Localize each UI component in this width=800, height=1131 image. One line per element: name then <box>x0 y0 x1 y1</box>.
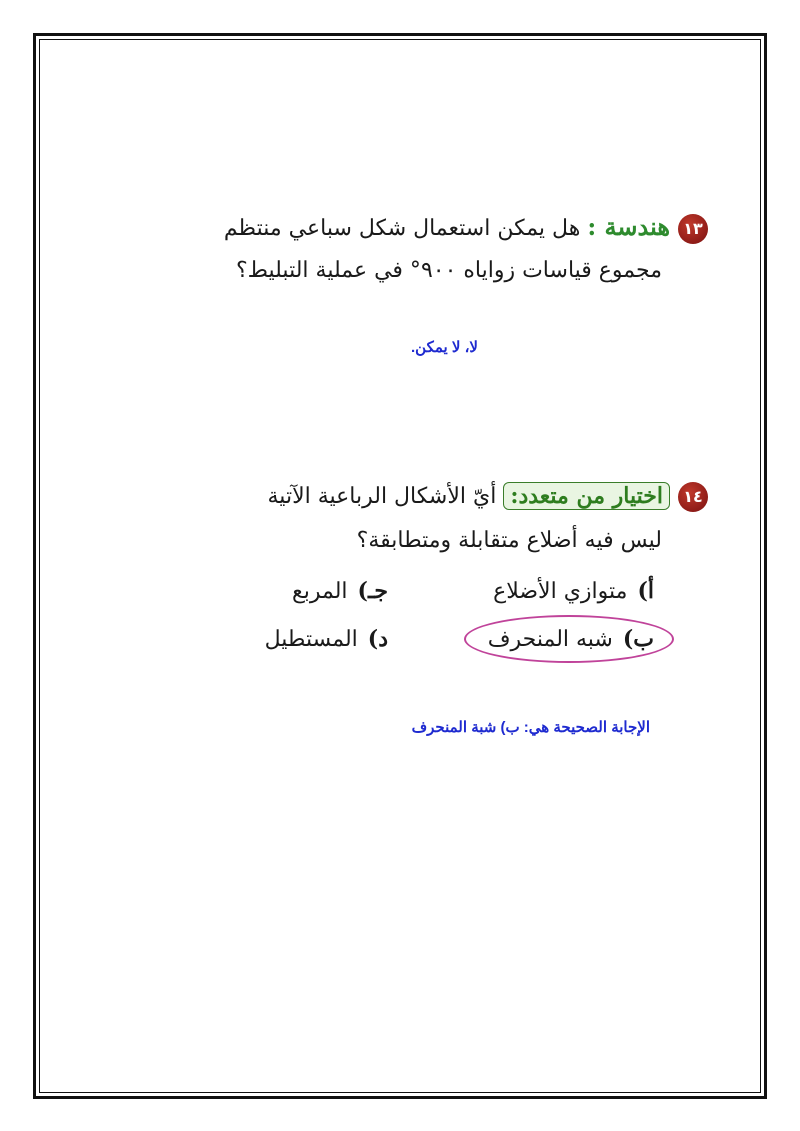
option-d <box>265 626 388 652</box>
option-c-text: المربع <box>292 579 348 604</box>
q14-line1 <box>268 482 708 512</box>
option-a <box>493 578 654 604</box>
option-b-text: شبه المنحرف <box>487 627 613 652</box>
option-c-letter: جـ) <box>357 578 388 604</box>
page-border-inner <box>39 39 761 1093</box>
q14-text-line2: ليس فيه أضلاع متقابلة ومتطابقة؟ <box>356 528 662 553</box>
answer-highlight-circle <box>464 615 674 663</box>
option-d-letter: د) <box>367 626 388 652</box>
q13-text-line2: مجموع قياسات زواياه ٩٠٠° في عملية التبليط؟ <box>235 258 662 283</box>
q13-text-line1: هل يمكن استعمال شكل سباعي منتظم <box>223 216 581 241</box>
option-a-letter: أ) <box>637 578 654 604</box>
q13-line1 <box>224 212 708 244</box>
option-c <box>292 578 388 604</box>
q14-topic: اختيار من متعدد: <box>503 482 670 510</box>
q13-number-badge: ١٣ <box>678 214 708 244</box>
q14-number-badge: ١٤ <box>678 482 708 512</box>
q14-answer: الإجابة الصحيحة هي: ب) شبة المنحرف <box>411 719 650 736</box>
option-a-text: متوازي الأضلاع <box>493 579 628 604</box>
q14-text-line1: أيّ الأشكال الرباعية الآتية <box>267 484 497 509</box>
option-d-text: المستطيل <box>264 627 358 652</box>
q13-topic: هندسة : <box>587 212 670 241</box>
option-b-letter: ب) <box>622 626 654 652</box>
q13-answer: لا، لا يمكن. <box>410 339 478 356</box>
